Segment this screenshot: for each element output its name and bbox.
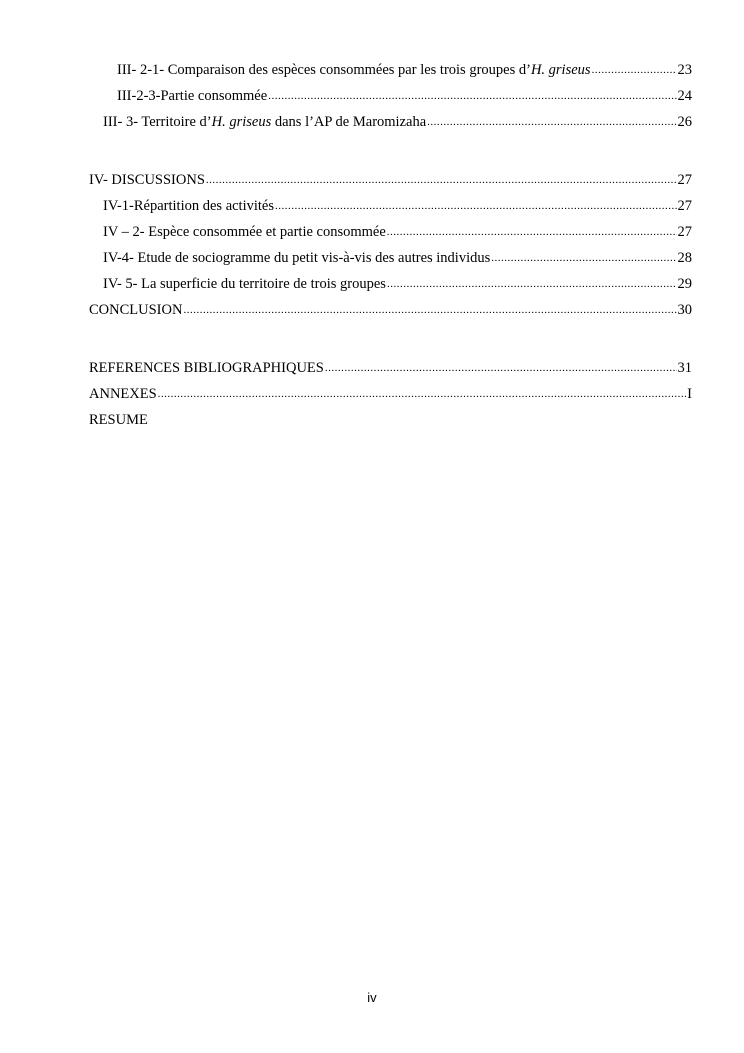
- toc-entry-title: [89, 409, 148, 431]
- toc-entry[interactable]: [89, 409, 692, 435]
- toc-entry[interactable]: [89, 273, 692, 299]
- toc-entry-title: [103, 195, 274, 217]
- toc-entry[interactable]: [89, 383, 692, 409]
- toc-entry-page-number: 23: [677, 62, 692, 78]
- toc-dot-leader: [427, 111, 676, 133]
- toc-title-part-a: IV- 5- La superficie du territoire de trois groupes: [103, 276, 386, 292]
- toc-entry-title: [89, 383, 157, 405]
- toc-dot-leader: [268, 85, 676, 107]
- toc-entry[interactable]: [89, 221, 692, 247]
- toc-entry-page-number: I: [687, 386, 692, 402]
- toc-entry-page-number: 27: [677, 224, 692, 240]
- toc-entry-page-number: 28: [677, 250, 692, 266]
- toc-entry-page-number: 27: [677, 198, 692, 214]
- toc-title-part-italic: H. griseus: [211, 114, 272, 130]
- toc-entry-title: [89, 299, 182, 321]
- toc-entry-page-number: 31: [677, 360, 692, 376]
- toc-title-part-a: III- 2-1- Comparaison des espèces consommées par les trois groupes d’: [117, 62, 531, 78]
- toc-title-part-a: ANNEXES: [89, 386, 157, 402]
- toc-entry-title: [103, 221, 386, 243]
- table-of-contents: [89, 59, 692, 435]
- toc-entry-title: [103, 247, 490, 269]
- toc-entry[interactable]: [89, 357, 692, 383]
- toc-entry-title: [103, 111, 426, 133]
- toc-entry-title: [117, 85, 267, 107]
- toc-title-part-a: III- 3- Territoire d’: [103, 114, 212, 130]
- toc-title-part-a: REFERENCES BIBLIOGRAPHIQUES: [89, 360, 324, 376]
- toc-dot-leader: [491, 247, 676, 269]
- toc-dot-leader: [275, 195, 676, 217]
- toc-dot-leader: [183, 299, 676, 321]
- toc-title-part-a: IV-4- Etude de sociogramme du petit vis-à-vis des autres individus: [103, 250, 491, 266]
- toc-dot-leader: [387, 273, 677, 295]
- toc-entry[interactable]: [89, 195, 692, 221]
- toc-entry-page-number: 24: [677, 88, 692, 104]
- toc-entry[interactable]: [89, 111, 692, 137]
- toc-dot-leader: [158, 383, 686, 405]
- toc-title-part-a: IV-1-Répartition des activités: [103, 198, 275, 214]
- toc-dot-leader: [325, 357, 677, 379]
- toc-title-part-italic: H. griseus: [530, 62, 591, 78]
- toc-entry-page-number: 30: [677, 302, 692, 318]
- toc-dot-leader: [387, 221, 677, 243]
- toc-entry-page-number: 26: [677, 114, 692, 130]
- toc-entry-title: [89, 357, 324, 379]
- toc-title-part-a: CONCLUSION: [89, 302, 183, 318]
- toc-dot-leader: [206, 169, 677, 191]
- toc-title-part-a: III-2-3-Partie consommée: [117, 88, 268, 104]
- toc-title-part-a: IV – 2- Espèce consommée et partie consommée: [103, 224, 386, 240]
- page-number-footer: iv: [367, 990, 377, 1005]
- toc-title-part-a: IV- DISCUSSIONS: [89, 172, 205, 188]
- toc-entry-page-number: 29: [677, 276, 692, 292]
- toc-entry[interactable]: [89, 299, 692, 325]
- toc-title-part-b: dans l’AP de Maromizaha: [271, 114, 427, 130]
- toc-entry-page-number: 27: [677, 172, 692, 188]
- toc-dot-leader: [592, 59, 677, 81]
- toc-entry[interactable]: [89, 59, 692, 85]
- toc-entry-title: [117, 59, 591, 81]
- toc-entry[interactable]: [89, 247, 692, 273]
- toc-entry-title: [103, 273, 386, 295]
- toc-entry[interactable]: [89, 169, 692, 195]
- toc-title-part-a: RESUME: [89, 412, 148, 428]
- toc-entry[interactable]: [89, 85, 692, 111]
- toc-entry-title: [89, 169, 205, 191]
